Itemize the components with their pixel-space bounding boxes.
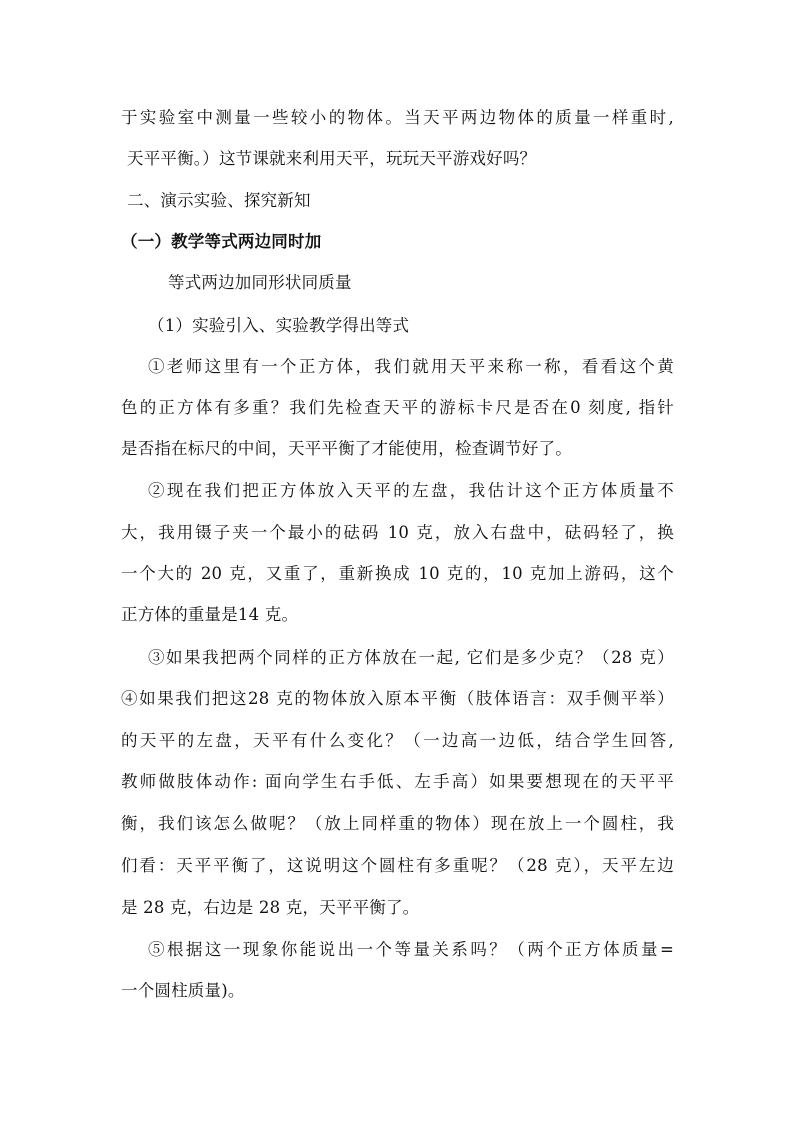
paragraph-line: 色的正方体有多重？我们先检查天平的游标卡尺是否在0 刻度, 指针 xyxy=(121,398,674,417)
paragraph-line: 教师做肢体动作: 面向学生右手低、左手高）如果要想现在的天平平 xyxy=(121,772,674,791)
section-heading: 二、演示实验、探究新知 xyxy=(127,191,311,210)
step-heading: （1）实验引入、实验教学得出等式 xyxy=(148,316,410,335)
paragraph-line: 大，我用镊子夹一个最小的砝码 10 克，放入右盘中，砝码轻了，换 xyxy=(121,523,674,542)
paragraph-line: 的天平的左盘，天平有什么变化？（一边高一边低，结合学生回答, xyxy=(121,731,674,750)
paragraph-line: 一个圆柱质量)。 xyxy=(121,981,245,1000)
paragraph-line: 正方体的重量是14 克。 xyxy=(121,605,299,624)
paragraph-line: 们看：天平平衡了，这说明这个圆柱有多重呢？（28 克），天平左边 xyxy=(121,856,674,875)
paragraph-line: ②现在我们把正方体放入天平的左盘，我估计这个正方体质量不 xyxy=(148,481,674,500)
paragraph-line: ①老师这里有一个正方体，我们就用天平来称一称，看看这个黄 xyxy=(148,357,674,376)
paragraph-line: 衡，我们该怎么做呢？（放上同样重的物体）现在放上一个圆柱，我 xyxy=(121,814,674,833)
paragraph-line: 一个大的 20 克，又重了，重新换成 10 克的，10 克加上游码，这个 xyxy=(121,564,674,583)
paragraph-line: 是否指在标尺的中间，天平平衡了才能使用，检查调节好了。 xyxy=(121,439,572,458)
paragraph-line: 是 28 克，右边是 28 克，天平平衡了。 xyxy=(121,898,420,917)
paragraph-line: 天平平衡。）这节课就来利用天平，玩玩天平游戏好吗？ xyxy=(127,149,537,168)
paragraph-line: 于实验室中测量一些较小的物体。当天平两边物体的质量一样重时, xyxy=(121,108,674,127)
subsection-heading: （一）教学等式两边同时加 xyxy=(121,232,322,251)
paragraph-line: ④如果我们把这28 克的物体放入原本平衡（肢体语言：双手侧平举） xyxy=(121,689,674,708)
paragraph-line: ③如果我把两个同样的正方体放在一起, 它们是多少克？（28 克） xyxy=(148,648,674,667)
paragraph-line: ⑤根据这一现象你能说出一个等量关系吗？（两个正方体质量= xyxy=(148,940,674,959)
sub-heading: 等式两边加同形状同质量 xyxy=(168,273,352,292)
